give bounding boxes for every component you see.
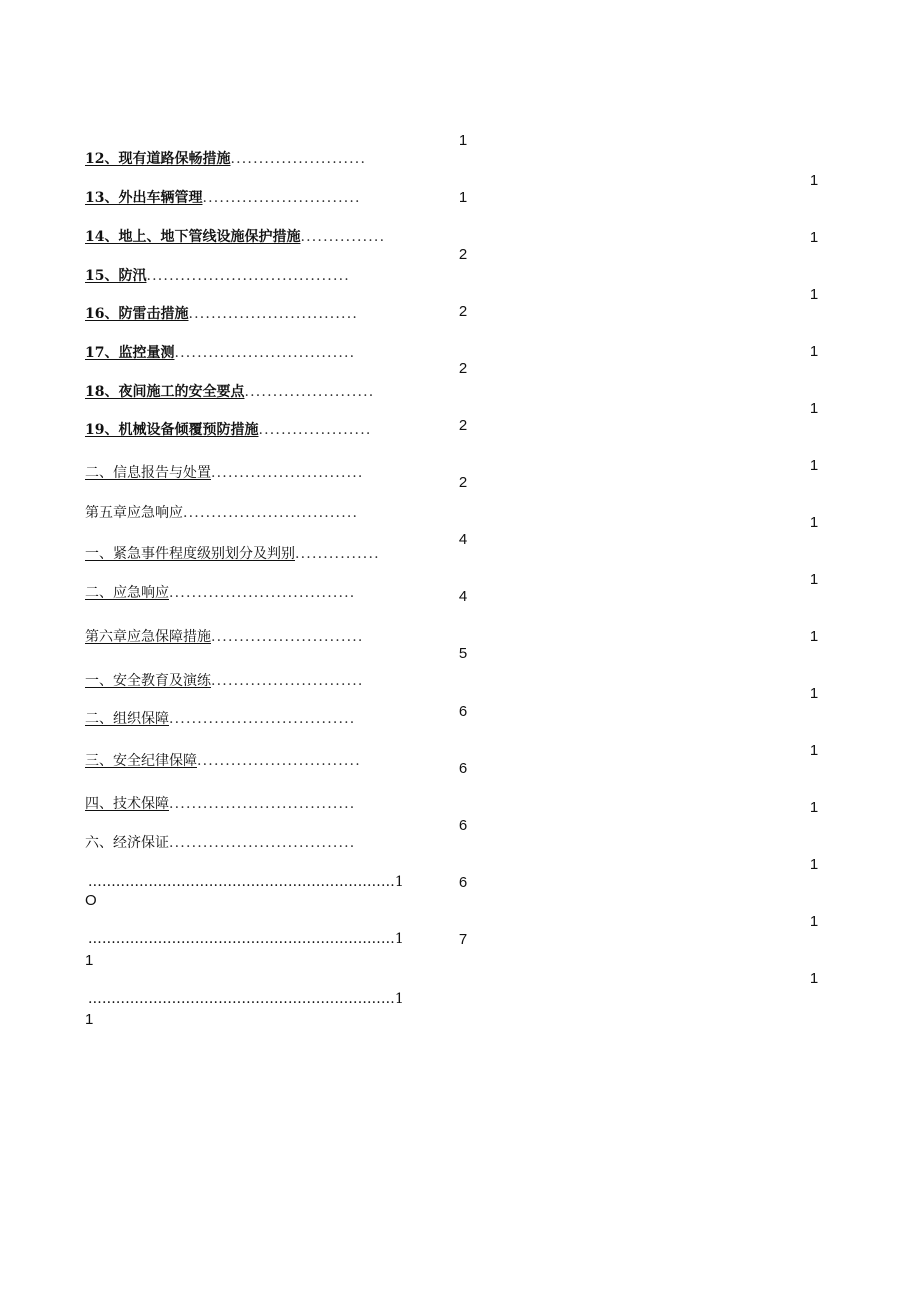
- toc-leader: ............................: [202, 190, 361, 206]
- toc-entry[interactable]: [85, 502, 437, 524]
- toc-entry[interactable]: [85, 187, 437, 209]
- toc-entry-label: 二、组织保障: [85, 711, 169, 727]
- page-number: 7: [458, 931, 468, 948]
- page-number: 2: [458, 360, 468, 377]
- page-number: 6: [458, 874, 468, 891]
- page-number: 1: [458, 132, 468, 149]
- toc-entry[interactable]: [85, 148, 437, 170]
- toc-leader: .............................: [197, 753, 361, 769]
- page-number: 1: [809, 970, 819, 987]
- page-number: 1: [809, 685, 819, 702]
- page-number: 2: [458, 474, 468, 491]
- toc-entry-label: 六、经济保证: [85, 835, 169, 851]
- page-number: 1: [809, 286, 819, 303]
- toc-leader: ....................................: [146, 268, 350, 284]
- page-number: 1: [809, 229, 819, 246]
- page-number: 1: [809, 343, 819, 360]
- toc-entry-label: 二、信息报告与处置: [85, 465, 211, 481]
- page-number: 1: [809, 571, 819, 588]
- toc-entry-label: 一、紧急事件程度级别划分及判别: [85, 546, 295, 562]
- toc-entry-label: 18、夜间施工的安全要点: [85, 384, 245, 400]
- page-number: 1: [809, 457, 819, 474]
- page-number: 1: [809, 514, 819, 531]
- toc-entry[interactable]: [85, 419, 437, 441]
- toc-entry-label: 四、技术保障: [85, 796, 169, 812]
- toc-leader: ...............................: [183, 505, 359, 521]
- toc-entry-label: 16、防雷击措施: [85, 306, 189, 322]
- toc-tail-leader: ..................................................................1: [88, 874, 405, 890]
- toc-tail-leader: ..................................................................1: [88, 991, 405, 1007]
- toc-entry-label: 12、现有道路保畅措施: [85, 151, 231, 167]
- page-number: 6: [458, 760, 468, 777]
- toc-entry[interactable]: [85, 226, 437, 248]
- page-number: 2: [458, 246, 468, 263]
- toc-leader: ...............: [295, 546, 380, 562]
- toc-leader: .......................: [244, 384, 375, 400]
- page-number: 6: [458, 817, 468, 834]
- page-number: 1: [809, 172, 819, 189]
- page-number: 1: [809, 742, 819, 759]
- toc-tail-number: 1: [85, 1011, 94, 1028]
- toc-entry[interactable]: [85, 750, 437, 772]
- toc-leader: .................................: [169, 835, 356, 851]
- toc-leader: ...............: [300, 229, 386, 245]
- page-number: 2: [458, 417, 468, 434]
- page-number: 1: [458, 189, 468, 206]
- toc-entry[interactable]: [85, 708, 437, 730]
- page-number: 4: [458, 531, 468, 548]
- toc-entry[interactable]: [85, 582, 437, 604]
- toc-entry-label: 17、监控量测: [85, 345, 175, 361]
- toc-entry-label: 14、地上、地下管线设施保护措施: [85, 229, 301, 245]
- toc-tail-number: 1: [85, 952, 94, 969]
- toc-entry[interactable]: [85, 462, 437, 484]
- page-number: 5: [458, 645, 468, 662]
- toc-leader: ...........................: [211, 629, 364, 645]
- page-number: 1: [809, 628, 819, 645]
- toc-entry-label: 15、防汛: [85, 268, 147, 284]
- toc-entry[interactable]: [85, 265, 437, 287]
- page-number: 1: [809, 400, 819, 417]
- toc-entry-label: 一、安全教育及演练: [85, 673, 211, 689]
- toc-entry-label: 13、外出车辆管理: [85, 190, 203, 206]
- toc-entry-label: 二、应急响应: [85, 585, 169, 601]
- toc-leader: ...........................: [211, 673, 364, 689]
- toc-leader: .................................: [169, 585, 356, 601]
- page-number: 2: [458, 303, 468, 320]
- toc-leader: ...........................: [211, 465, 364, 481]
- page-number: 1: [809, 856, 819, 873]
- toc-leader: .................................: [169, 796, 356, 812]
- toc-entry[interactable]: [85, 670, 437, 692]
- toc-entry[interactable]: [85, 342, 437, 364]
- toc-tail-number: O: [85, 892, 97, 909]
- toc-tail-leader: ..................................................................1: [88, 931, 405, 947]
- toc-entry-label: 第六章应急保障措施: [85, 629, 211, 645]
- toc-entry[interactable]: [85, 303, 437, 325]
- toc-leader: ....................: [258, 422, 372, 438]
- toc-leader: ................................: [174, 345, 356, 361]
- toc-leader: ........................: [230, 151, 367, 167]
- toc-entry[interactable]: [85, 543, 437, 565]
- page-number: 1: [809, 799, 819, 816]
- toc-entry[interactable]: [85, 793, 437, 815]
- toc-entry-label: 第五章应急响应: [85, 505, 183, 521]
- toc-entry[interactable]: [85, 832, 437, 854]
- toc-entry[interactable]: [85, 381, 437, 403]
- toc-leader: ..............................: [188, 306, 358, 322]
- toc-entry[interactable]: [85, 626, 437, 648]
- page-number: 1: [809, 913, 819, 930]
- page-number: 6: [458, 703, 468, 720]
- toc-leader: .................................: [169, 711, 356, 727]
- toc-entry-label: 三、安全纪律保障: [85, 753, 197, 769]
- page-number: 4: [458, 588, 468, 605]
- toc-entry-label: 19、机械设备倾覆预防措施: [85, 422, 259, 438]
